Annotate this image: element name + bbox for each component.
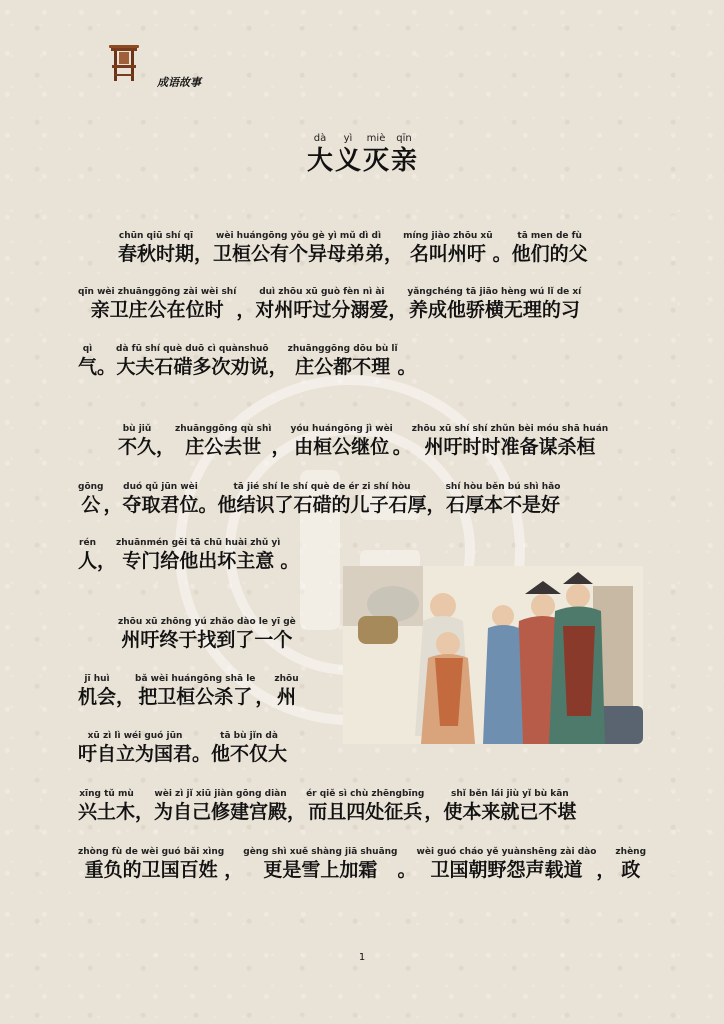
- ruby-group: [78, 481, 103, 517]
- pinyin-annotation: tā jié shí le shí què de ér zi shí hòu: [233, 482, 411, 492]
- punctuation: 。: [397, 859, 417, 881]
- hanzi-text: 更是雪上加霜: [263, 859, 378, 881]
- pinyin-annotation: zhuānggōng qù shì: [175, 424, 272, 434]
- hanzi-text: 政: [621, 859, 641, 881]
- hanzi-text: 庄公去世: [185, 436, 262, 458]
- hanzi-text: 把卫桓公杀了: [138, 686, 253, 708]
- pinyin-annotation: zhòng fù de wèi guó bǎi xìng: [78, 847, 225, 857]
- punctuation: 。: [198, 494, 218, 516]
- ruby-group: [78, 673, 116, 709]
- ruby-group: [255, 286, 388, 322]
- ruby-group: [78, 788, 135, 824]
- pinyin-annotation: bù jiǔ: [122, 424, 152, 434]
- punctuation: 。: [492, 243, 512, 265]
- pinyin-annotation: wèi guó cháo yě yuànshēng zài dào: [416, 847, 597, 857]
- hanzi-text: 州吁终于找到了一个: [121, 629, 293, 651]
- pinyin-annotation: zhèng: [615, 847, 647, 857]
- pinyin-annotation: shǐ běn lái jiù yǐ bù kān: [451, 789, 569, 799]
- hanzi-text: 大夫石碏多次劝说: [116, 356, 269, 378]
- ruby-group: [116, 343, 269, 379]
- title-char: [391, 133, 417, 177]
- hanzi-text: 卫桓公有个异母弟弟: [213, 243, 385, 265]
- story-line: [78, 846, 646, 882]
- ruby-group: [78, 286, 236, 322]
- ruby-group: [290, 423, 392, 459]
- punctuation: ，: [424, 801, 444, 823]
- punctuation: ，: [287, 801, 307, 823]
- ruby-group: [443, 788, 576, 824]
- punctuation: ，: [224, 859, 244, 881]
- pinyin-annotation: duó qǔ jūn wèi: [123, 482, 198, 492]
- ruby-group: [274, 673, 298, 709]
- pinyin-annotation: wèi huángōng yǒu gè yì mǔ dì dì: [216, 231, 382, 241]
- title-pinyin: dà: [313, 133, 327, 144]
- pinyin-annotation: gèng shì xuě shàng jiā shuāng: [243, 847, 398, 857]
- ruby-group: [407, 286, 581, 322]
- ruby-group: [78, 846, 224, 882]
- title-hanzi: 义: [334, 146, 361, 176]
- hanzi-text: 亲卫庄公在位时: [90, 299, 224, 321]
- pinyin-annotation: zhōu xū shí shí zhǔn bèi móu shā huán: [411, 424, 609, 434]
- punctuation: 。: [280, 550, 300, 572]
- hanzi-text: 庄公都不理: [295, 356, 391, 378]
- story-line: [78, 537, 299, 573]
- story-illustration: [343, 566, 643, 744]
- ruby-group: [211, 730, 287, 766]
- punctuation: ，: [97, 550, 117, 572]
- story-line: [78, 788, 576, 824]
- ruby-group: [213, 230, 384, 266]
- pinyin-annotation: bǎ wèi huángōng shā le: [135, 674, 256, 684]
- pinyin-annotation: xū zì lì wéi guó jūn: [87, 731, 183, 741]
- story-line: [78, 481, 560, 517]
- punctuation: ，: [116, 686, 136, 708]
- page-number: 1: [358, 952, 366, 963]
- title-char: [307, 133, 333, 177]
- punctuation: ，: [236, 299, 256, 321]
- ruby-group: [123, 481, 199, 517]
- pinyin-annotation: rén: [79, 538, 96, 548]
- hanzi-text: 州: [277, 686, 297, 708]
- page-title: [0, 133, 724, 177]
- ruby-group: [412, 423, 608, 459]
- story-line: [118, 616, 296, 652]
- hanzi-text: 由桓公继位: [294, 436, 390, 458]
- ruby-group: [615, 846, 646, 882]
- hanzi-text: 对州吁过分溺爱: [255, 299, 389, 321]
- pinyin-annotation: wèi zì jǐ xiū jiàn gōng diàn: [154, 789, 287, 799]
- header-label: 成语故事: [157, 76, 201, 89]
- hanzi-text: 州吁时时准备谋杀桓: [424, 436, 596, 458]
- punctuation: ，: [135, 801, 155, 823]
- ruby-group: [135, 673, 255, 709]
- punctuation: 。: [97, 356, 117, 378]
- punctuation: ，: [156, 436, 176, 458]
- ruby-group: [243, 846, 397, 882]
- pinyin-annotation: xīng tǔ mù: [79, 789, 134, 799]
- punctuation: ，: [103, 494, 123, 516]
- pinyin-annotation: yóu huángōng jì wèi: [290, 424, 393, 434]
- title-pinyin: yì: [343, 133, 353, 144]
- ruby-group: [78, 343, 97, 379]
- pinyin-annotation: zhōu xū zhōng yú zhǎo dào le yī gè: [118, 617, 296, 627]
- pinyin-annotation: qīn wèi zhuānggōng zài wèi shí: [78, 287, 237, 297]
- chair-icon: [108, 43, 140, 83]
- punctuation: ，: [596, 859, 616, 881]
- ruby-group: [116, 537, 280, 573]
- ruby-group: [288, 343, 398, 379]
- hanzi-text: 兴土木: [78, 801, 136, 823]
- hanzi-text: 养成他骄横无理的习: [408, 299, 580, 321]
- title-hanzi: 灭: [363, 146, 390, 176]
- pinyin-annotation: tā men de fù: [517, 231, 582, 241]
- ruby-group: [512, 230, 588, 266]
- ruby-group: [417, 846, 597, 882]
- punctuation: 。: [192, 743, 212, 765]
- hanzi-text: 机会: [78, 686, 117, 708]
- hanzi-text: 他们的父: [511, 243, 588, 265]
- pinyin-annotation: jī huì: [84, 674, 110, 684]
- hanzi-text: 公: [81, 494, 101, 516]
- hanzi-text: 而且四处征兵: [308, 801, 423, 823]
- story-line: [118, 230, 588, 266]
- story-line: [78, 673, 299, 709]
- hanzi-text: 夺取君位: [122, 494, 199, 516]
- pinyin-annotation: ér qiě sì chù zhēngbīng: [306, 789, 425, 799]
- pinyin-annotation: qì: [82, 344, 93, 354]
- hanzi-text: 重负的卫国百姓: [84, 859, 218, 881]
- pinyin-annotation: zhuānggōng dōu bù lǐ: [287, 344, 398, 354]
- pinyin-annotation: tā bù jǐn dà: [220, 731, 278, 741]
- pinyin-annotation: yǎngchéng tā jiāo hèng wú lǐ de xí: [407, 287, 582, 297]
- pinyin-annotation: gōng: [78, 482, 104, 492]
- ruby-group: [78, 730, 192, 766]
- hanzi-text: 气: [78, 356, 98, 378]
- ruby-group: [175, 423, 271, 459]
- punctuation: ，: [388, 299, 408, 321]
- story-line: [118, 423, 608, 459]
- ruby-group: [446, 481, 561, 517]
- hanzi-text: 人: [78, 550, 98, 572]
- hanzi-text: 使本来就已不堪: [443, 801, 577, 823]
- title-char: [335, 133, 361, 177]
- story-line: [78, 343, 417, 379]
- punctuation: ，: [426, 494, 446, 516]
- ruby-group: [403, 230, 493, 266]
- title-pinyin: qīn: [396, 133, 412, 144]
- hanzi-text: 卫国朝野怨声载道: [430, 859, 583, 881]
- ruby-group: [118, 423, 156, 459]
- pinyin-annotation: dà fū shí què duō cì quànshuō: [116, 344, 269, 354]
- punctuation: 。: [392, 436, 412, 458]
- hanzi-text: 他不仅大: [211, 743, 288, 765]
- hanzi-text: 为自己修建宫殿: [154, 801, 288, 823]
- hanzi-text: 名叫州吁: [409, 243, 486, 265]
- ruby-group: [154, 788, 287, 824]
- story-line: [78, 286, 581, 322]
- ruby-group: [218, 481, 427, 517]
- hanzi-text: 吁自立为国君: [78, 743, 193, 765]
- punctuation: ，: [271, 436, 291, 458]
- hanzi-text: 不久: [118, 436, 157, 458]
- hanzi-text: 石厚本不是好: [445, 494, 560, 516]
- pinyin-annotation: zhuānmén gěi tā chū huài zhǔ yì: [116, 538, 281, 548]
- title-hanzi: 亲: [391, 146, 418, 176]
- pinyin-annotation: chūn qiū shí qī: [118, 231, 194, 241]
- ruby-group: [118, 616, 296, 652]
- ruby-group: [306, 788, 424, 824]
- title-char: [363, 133, 389, 177]
- punctuation: ，: [268, 356, 288, 378]
- punctuation: ，: [194, 243, 214, 265]
- pinyin-annotation: míng jiào zhōu xū: [403, 231, 493, 241]
- punctuation: 。: [397, 356, 417, 378]
- pinyin-annotation: duì zhōu xū guò fèn nì ài: [259, 287, 385, 297]
- title-pinyin: miè: [366, 133, 386, 144]
- hanzi-text: 春秋时期: [118, 243, 195, 265]
- story-line: [78, 730, 287, 766]
- pinyin-annotation: zhōu: [274, 674, 299, 684]
- hanzi-text: 专门给他出坏主意: [122, 550, 275, 572]
- hanzi-text: 他结识了石碏的儿子石厚: [217, 494, 427, 516]
- punctuation: ，: [255, 686, 275, 708]
- ruby-group: [78, 537, 97, 573]
- pinyin-annotation: shí hòu běn bú shì hǎo: [445, 482, 561, 492]
- title-hanzi: 大: [306, 146, 333, 176]
- punctuation: ，: [384, 243, 404, 265]
- ruby-group: [118, 230, 194, 266]
